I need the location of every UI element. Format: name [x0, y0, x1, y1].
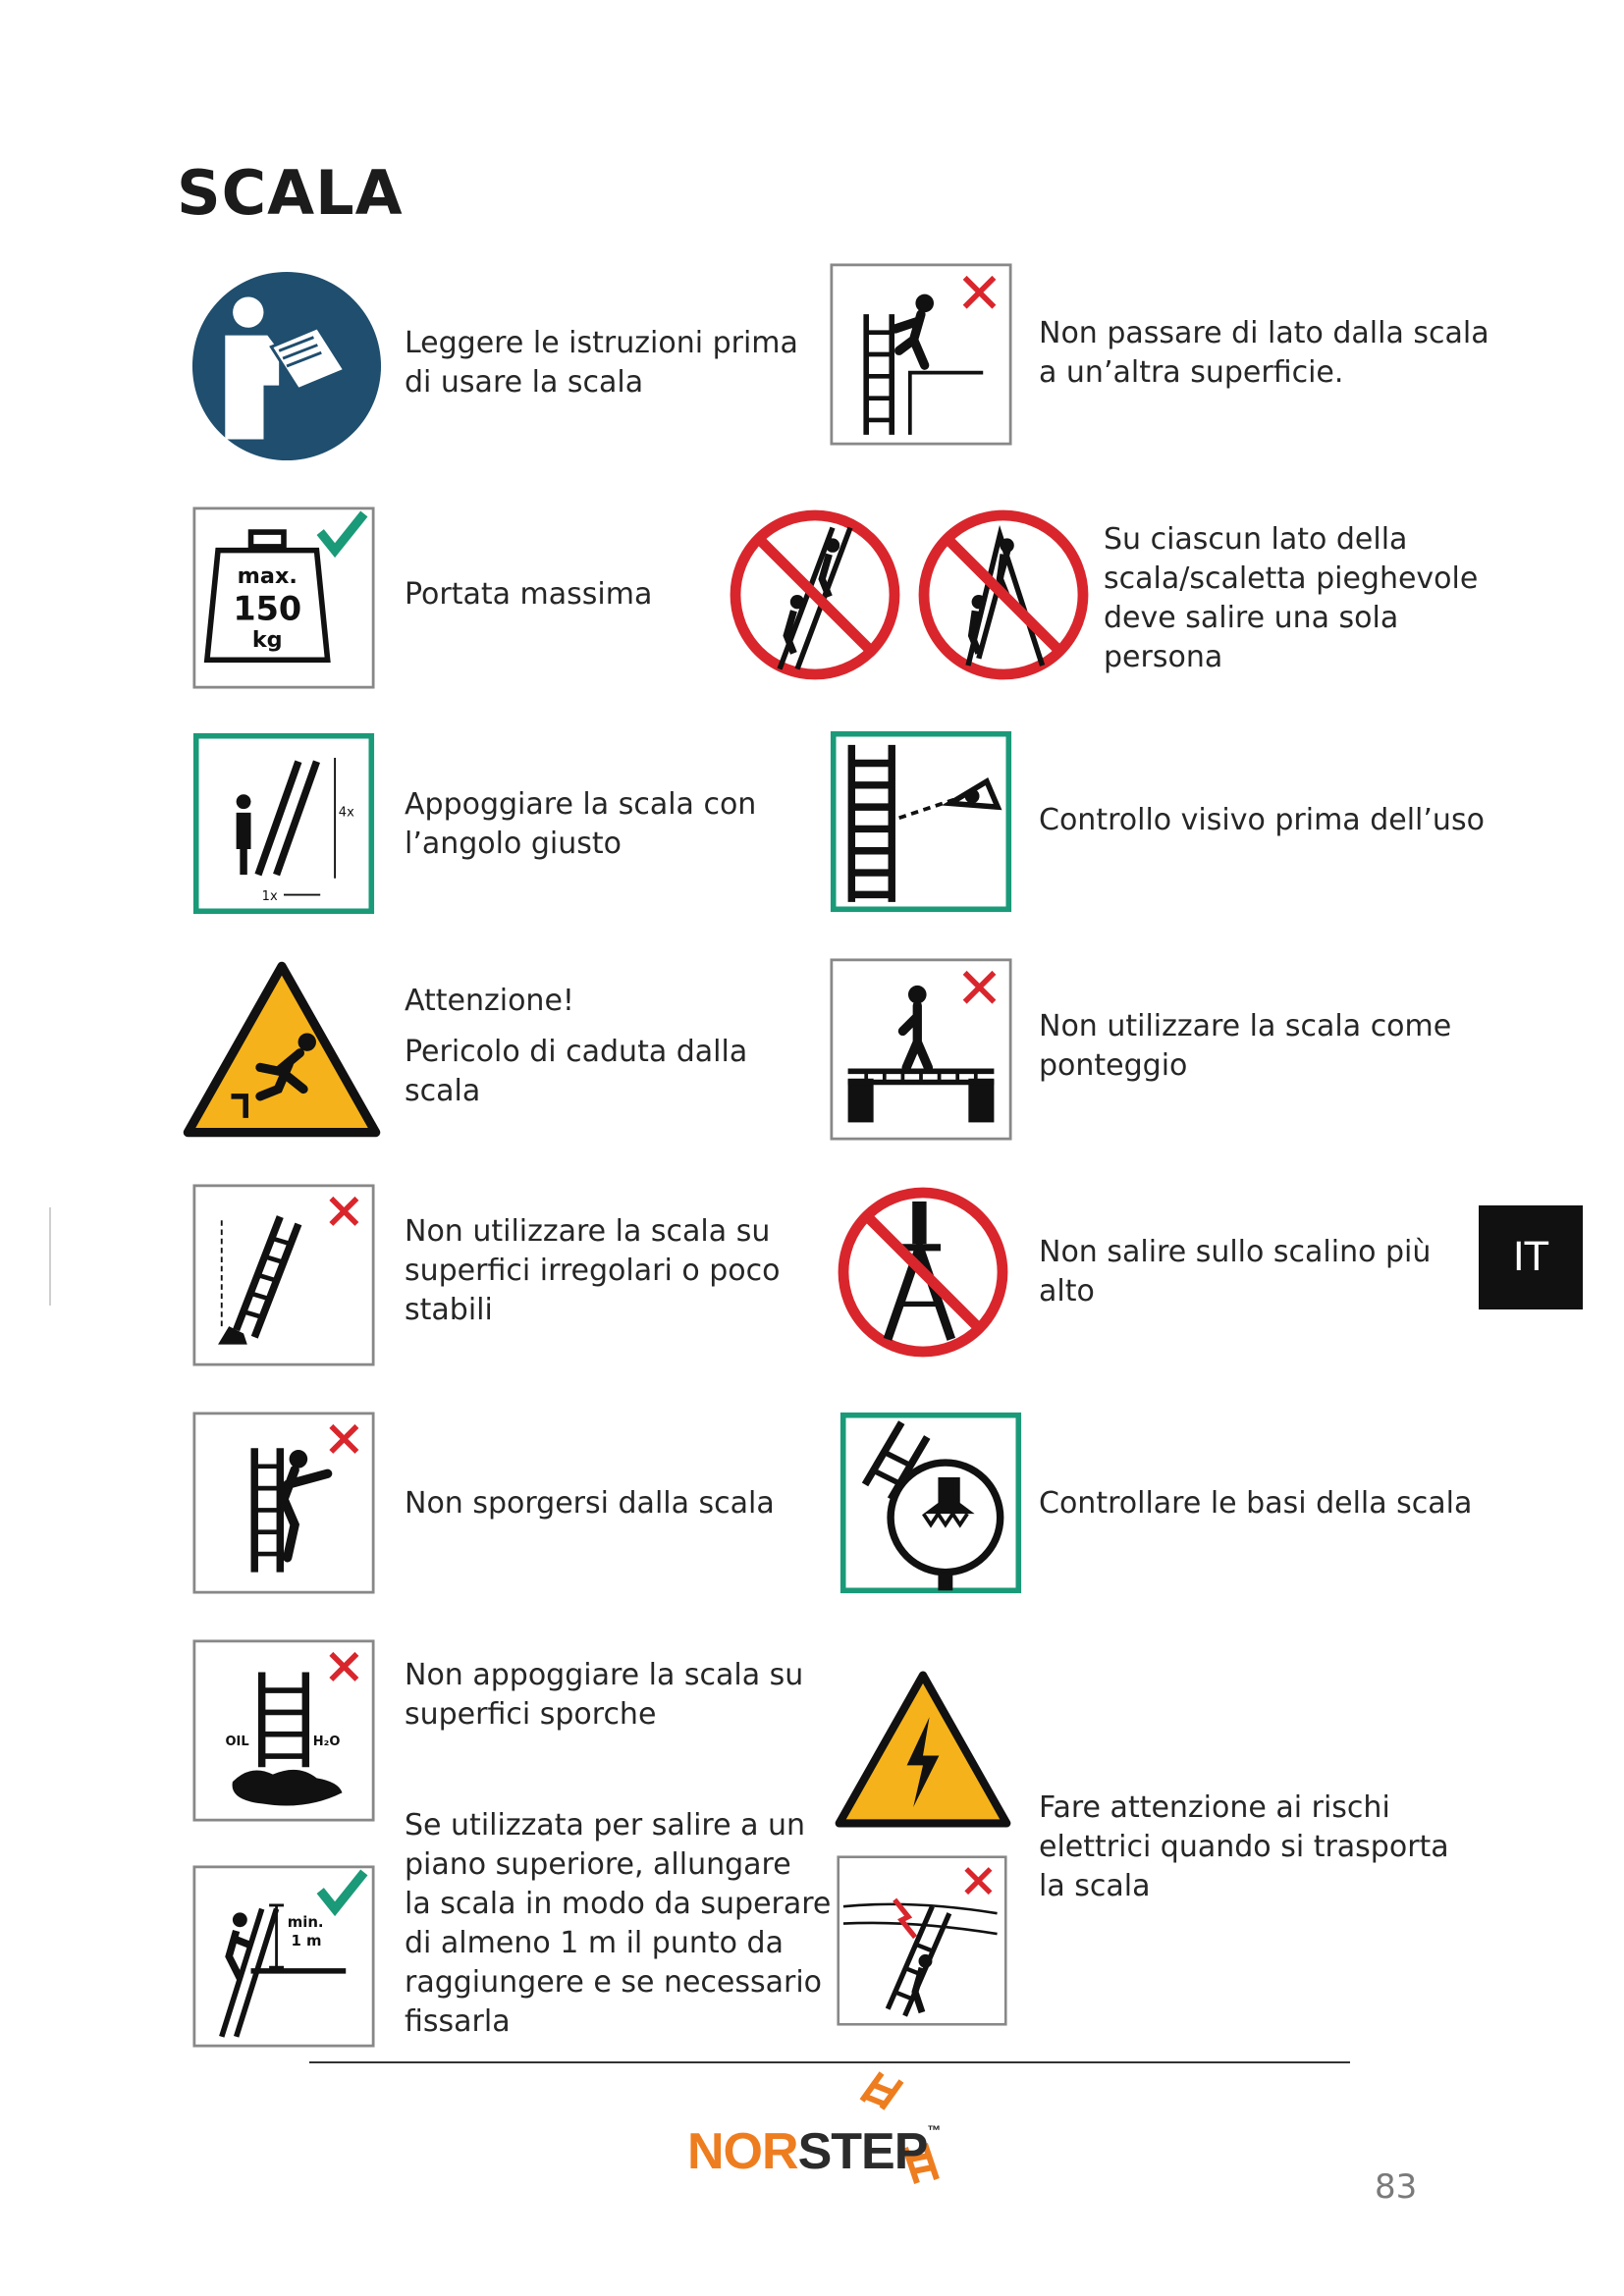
one-person-text: Su ciascun lato della scala/scaletta pieghevole deve salire una sola persona: [1104, 522, 1479, 674]
dirty-surface-icon: [192, 1639, 375, 1822]
max-load-text: Portata massima: [405, 577, 653, 612]
no-side-transfer-text: Non passare di lato dalla scala a un’altra superficie.: [1039, 316, 1489, 390]
svg-text:1 m: 1 m: [291, 1931, 322, 1949]
one-person-stepladder-icon: [915, 507, 1092, 683]
read-instructions-text: Leggere le istruzioni prima di usare la scala: [405, 326, 798, 400]
visual-check-icon: [830, 730, 1012, 913]
no-bridge-icon: [830, 958, 1012, 1141]
svg-text:OIL: OIL: [225, 1734, 249, 1749]
no-lean-icon: [192, 1412, 375, 1594]
logo-step: STEP: [797, 2123, 928, 2180]
svg-text:H₂O: H₂O: [312, 1734, 341, 1749]
logo-nor: NOR: [687, 2123, 798, 2180]
electric-text: Fare attenzione ai rischi elettrici quando si trasporta la scala: [1039, 1790, 1449, 1903]
fall-warning-title: Attenzione!: [405, 984, 574, 1018]
svg-text:kg: kg: [251, 627, 283, 654]
uneven-surface-text: Non utilizzare la scala su superfici irregolari o poco stabili: [405, 1214, 781, 1327]
extend-one-meter-icon: [192, 1865, 375, 2048]
page-number: 83: [1375, 2167, 1418, 2207]
no-bridge-text: Non utilizzare la scala come ponteggio: [1039, 1009, 1452, 1083]
logo-trademark: ™: [927, 2122, 941, 2138]
dirty-surface-text: Non appoggiare la scala su superfici sporche: [405, 1658, 804, 1732]
svg-text:max.: max.: [237, 563, 298, 590]
svg-text:min.: min.: [287, 1913, 324, 1932]
check-feet-icon: [839, 1412, 1022, 1594]
max-load-icon: [192, 507, 375, 689]
language-tab: IT: [1479, 1205, 1583, 1309]
svg-text:1x: 1x: [261, 889, 278, 905]
no-top-step-text: Non salire sullo scalino più alto: [1039, 1235, 1432, 1308]
fall-hazard-icon: [180, 959, 384, 1140]
ladder-angle-icon: [192, 732, 375, 915]
fall-warning-text: Pericolo di caduta dalla scala: [405, 1035, 748, 1108]
read-manual-icon: [190, 270, 383, 462]
angle-text: Appoggiare la scala con l’angolo giusto: [405, 787, 757, 861]
no-carry-near-wires-icon: [837, 1855, 1007, 2026]
no-side-transfer-icon: [830, 263, 1012, 446]
check-feet-text: Controllare le basi della scala: [1039, 1486, 1473, 1521]
no-top-step-icon: [835, 1184, 1011, 1361]
page-title: SCALA: [177, 157, 404, 229]
uneven-surface-icon: [192, 1184, 375, 1366]
svg-text:4x: 4x: [338, 805, 354, 821]
one-person-ladder-icon: [727, 507, 903, 683]
electric-hazard-icon: [832, 1669, 1014, 1830]
no-lean-text: Non sporgersi dalla scala: [405, 1486, 775, 1521]
extend-text: Se utilizzata per salire a un piano superiore, allungare la scala in modo da superare di almeno 1 m il punto da raggiungere e se necessario fissarla: [405, 1808, 832, 2039]
visual-check-text: Controllo visivo prima dell’uso: [1039, 803, 1485, 837]
margin-mark: [49, 1207, 51, 1306]
svg-text:150: 150: [233, 589, 302, 628]
norstep-logo: [687, 2061, 952, 2199]
